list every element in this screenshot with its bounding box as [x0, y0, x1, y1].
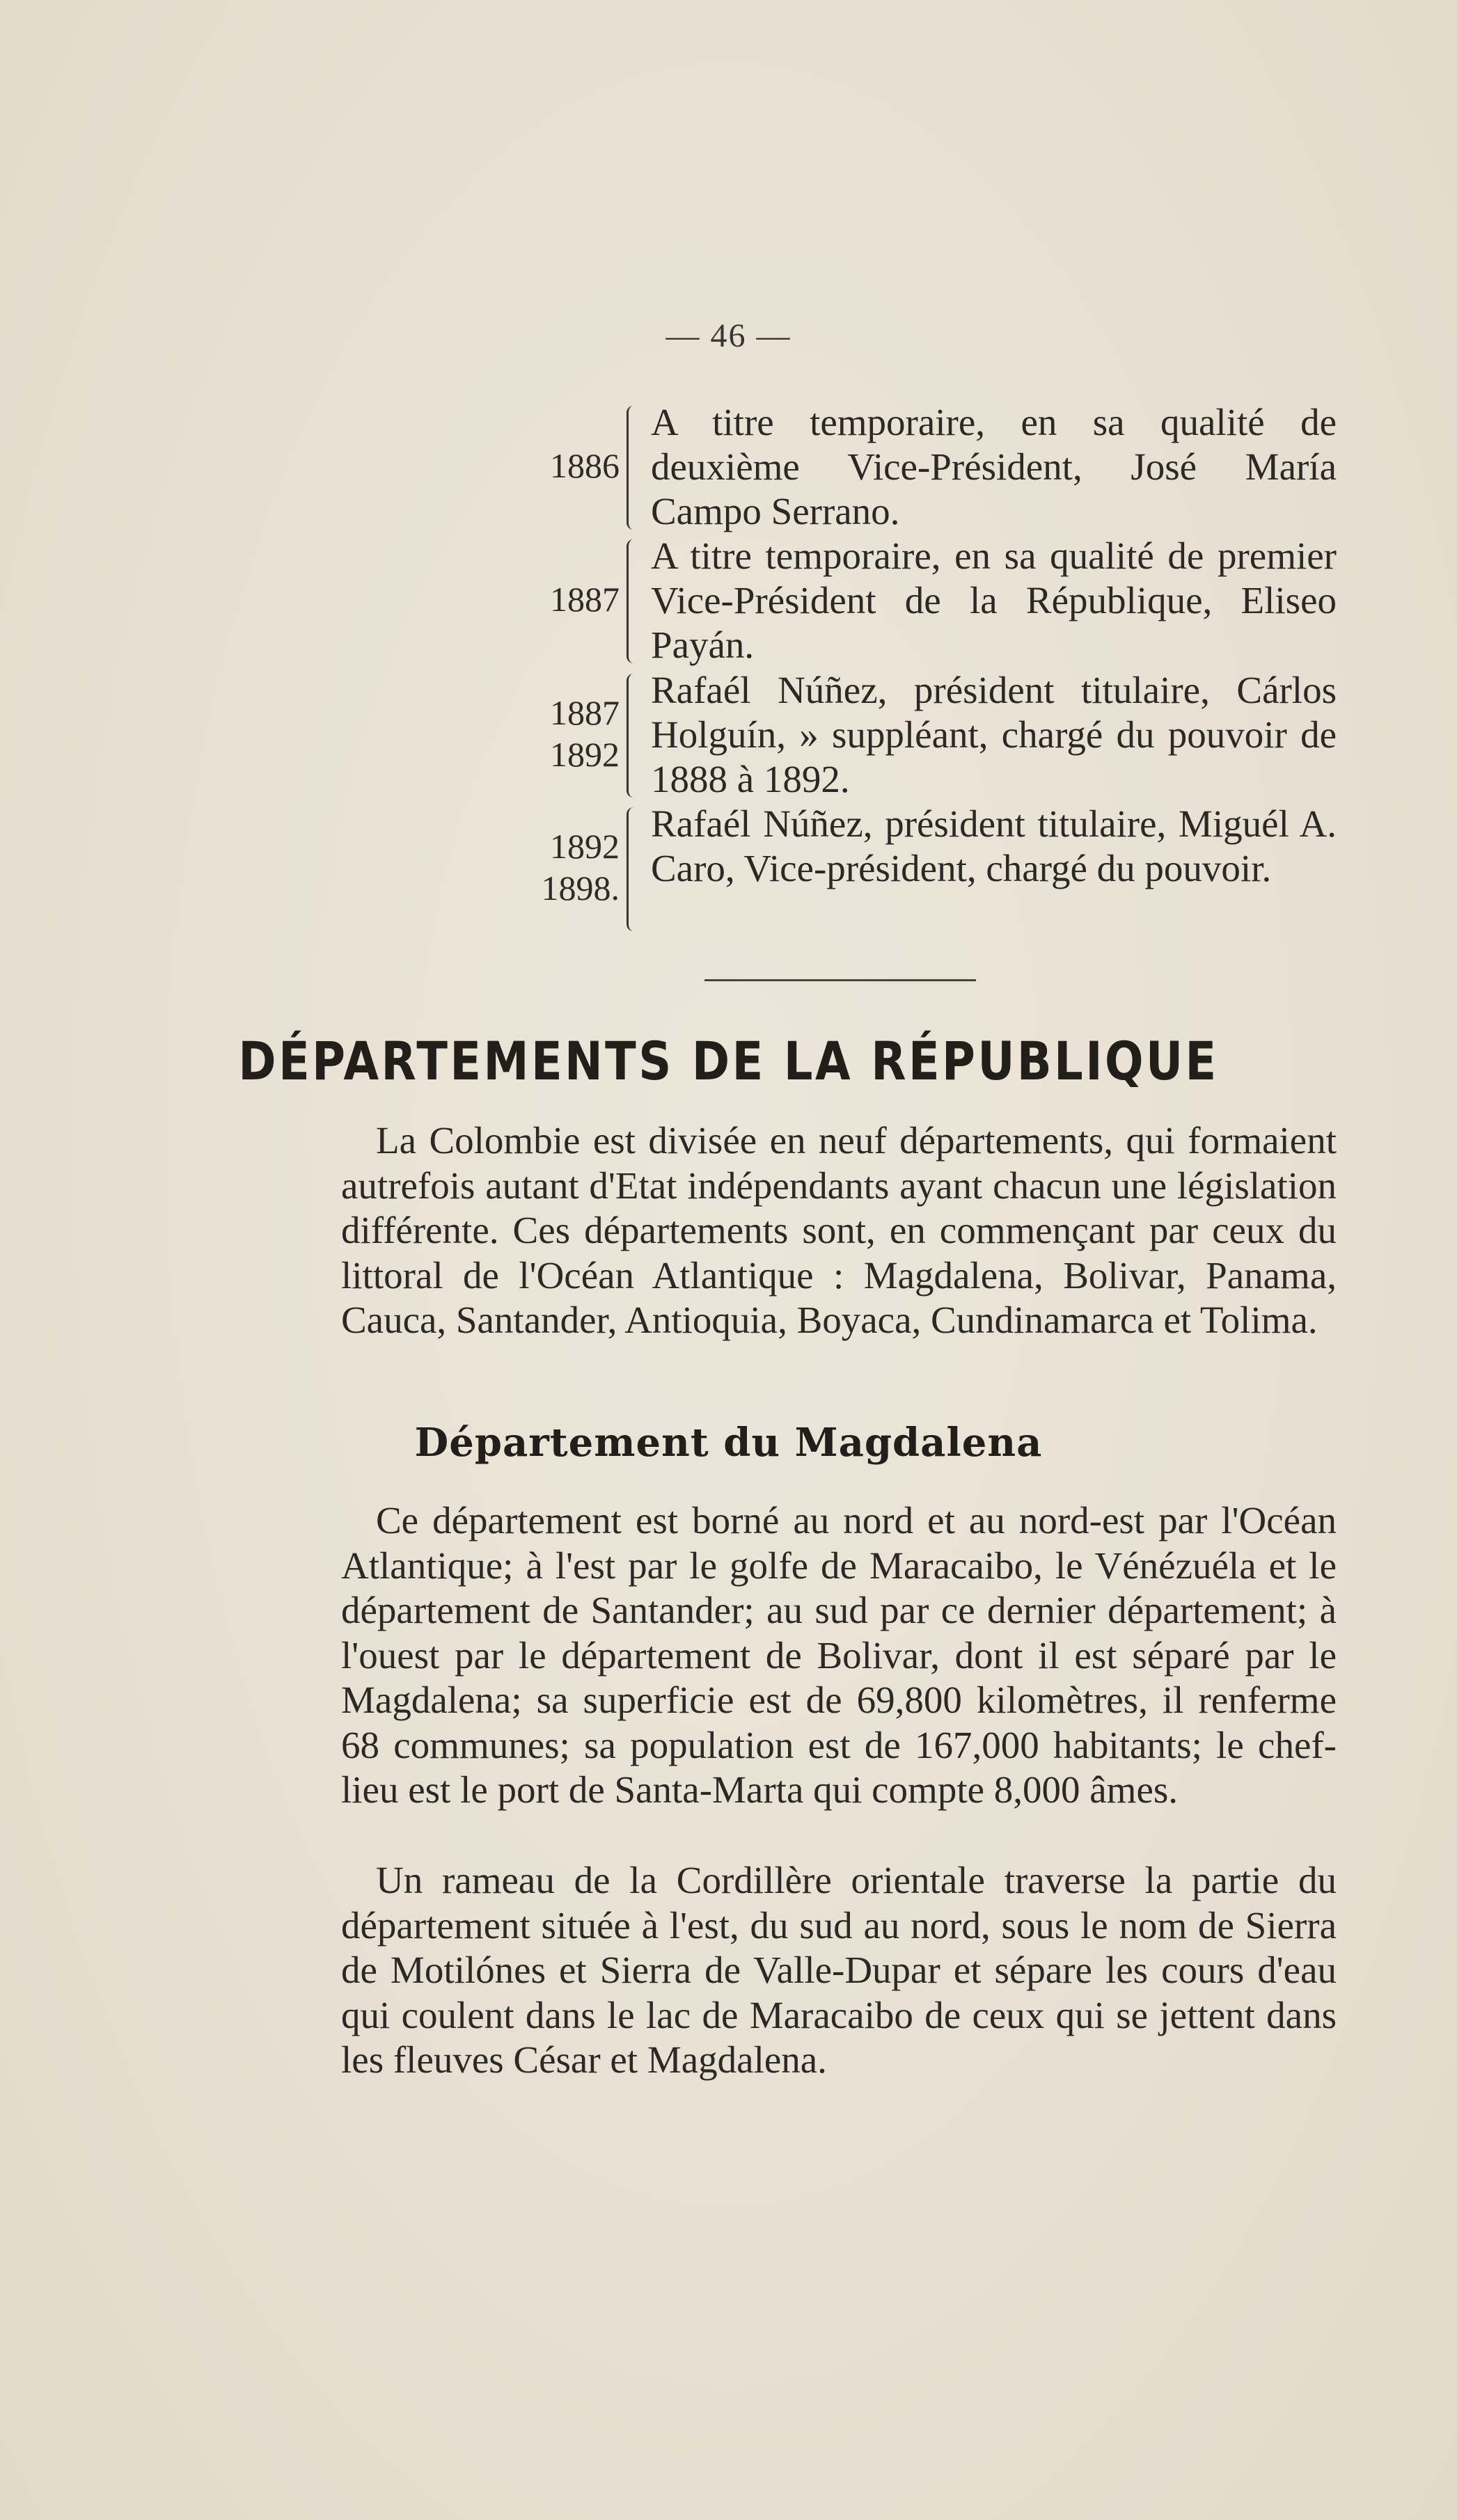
- year: 1887: [550, 693, 620, 732]
- year: 1886: [550, 446, 620, 485]
- year: 1892: [550, 827, 620, 866]
- entry-years: [515, 692, 620, 775]
- brace: [627, 539, 640, 663]
- year: 1898.: [541, 869, 620, 908]
- section-title: DÉPARTEMENTS DE LA RÉPUBLIQUE: [238, 1030, 1219, 1092]
- brace: [627, 674, 640, 798]
- entry-years: [515, 825, 620, 909]
- entry-years: [515, 578, 620, 620]
- chronology-entry: [515, 668, 1337, 802]
- brace: [627, 406, 640, 530]
- subsection-title: Département du Magdalena: [414, 1420, 1043, 1466]
- year: 1892: [550, 735, 620, 774]
- body-paragraph: Ce département est borné au nord et au nord-est par l'Océan Atlantique; à l'est par le golfe de Maracaibo, le Vénézuéla et le département de Santander; au sud par ce dernier département; à l'ouest par le département de Bolivar, dont il est séparé par le Magdalena; sa superficie est de 69,800 kilomètres, il renferme 68 communes; sa population est de 167,000 habitants; le chef-lieu est le port de Santa-Marta qui compte 8,000 âmes.: [341, 1499, 1337, 1811]
- year: 1887: [550, 580, 620, 619]
- entry-years: [515, 445, 620, 486]
- brace: [627, 807, 640, 931]
- entry-text: Rafaél Núñez, président titulaire, Cárlos Holguín, » suppléant, chargé du pouvoir de 1888 à 1892.: [651, 669, 1337, 800]
- chronology-entry: [515, 400, 1337, 534]
- intro-paragraph: La Colombie est divisée en neuf départements, qui formaient autrefois autant d'Etat indépendants ayant chacun une législation différente. Ces départements sont, en commençant par ceux du littoral de l'Océan Atlantique : Magdalena, Bolivar, Panama, Cauca, Santander, Antioquia, Boyaca, Cundinamarca et Tolima.: [341, 1119, 1337, 1341]
- entry-text: A titre temporaire, en sa qualité de premier Vice-Président de la République, Eliseo Payán.: [651, 534, 1337, 666]
- page-number: — 46 —: [666, 317, 791, 354]
- entry-text: A titre temporaire, en sa qualité de deuxième Vice-Président, José María Campo Serrano.: [651, 401, 1337, 532]
- body-paragraph: Un rameau de la Cordillère orientale traverse la partie du département située à l'est, du sud au nord, sous le nom de Sierra de Motilónes et Sierra de Valle-Dupar et sépare les cours d'eau qui coulent dans le lac de Maracaibo de ceux qui se jettent dans les fleuves César et Magdalena.: [341, 1859, 1337, 2081]
- entry-text: Rafaél Núñez, président titulaire, Miguél A. Caro, Vice-président, chargé du pouvoir.: [651, 802, 1337, 889]
- chronology-entry: [515, 802, 1337, 935]
- chronology-entry: [515, 534, 1337, 667]
- separator-rule: [704, 979, 976, 981]
